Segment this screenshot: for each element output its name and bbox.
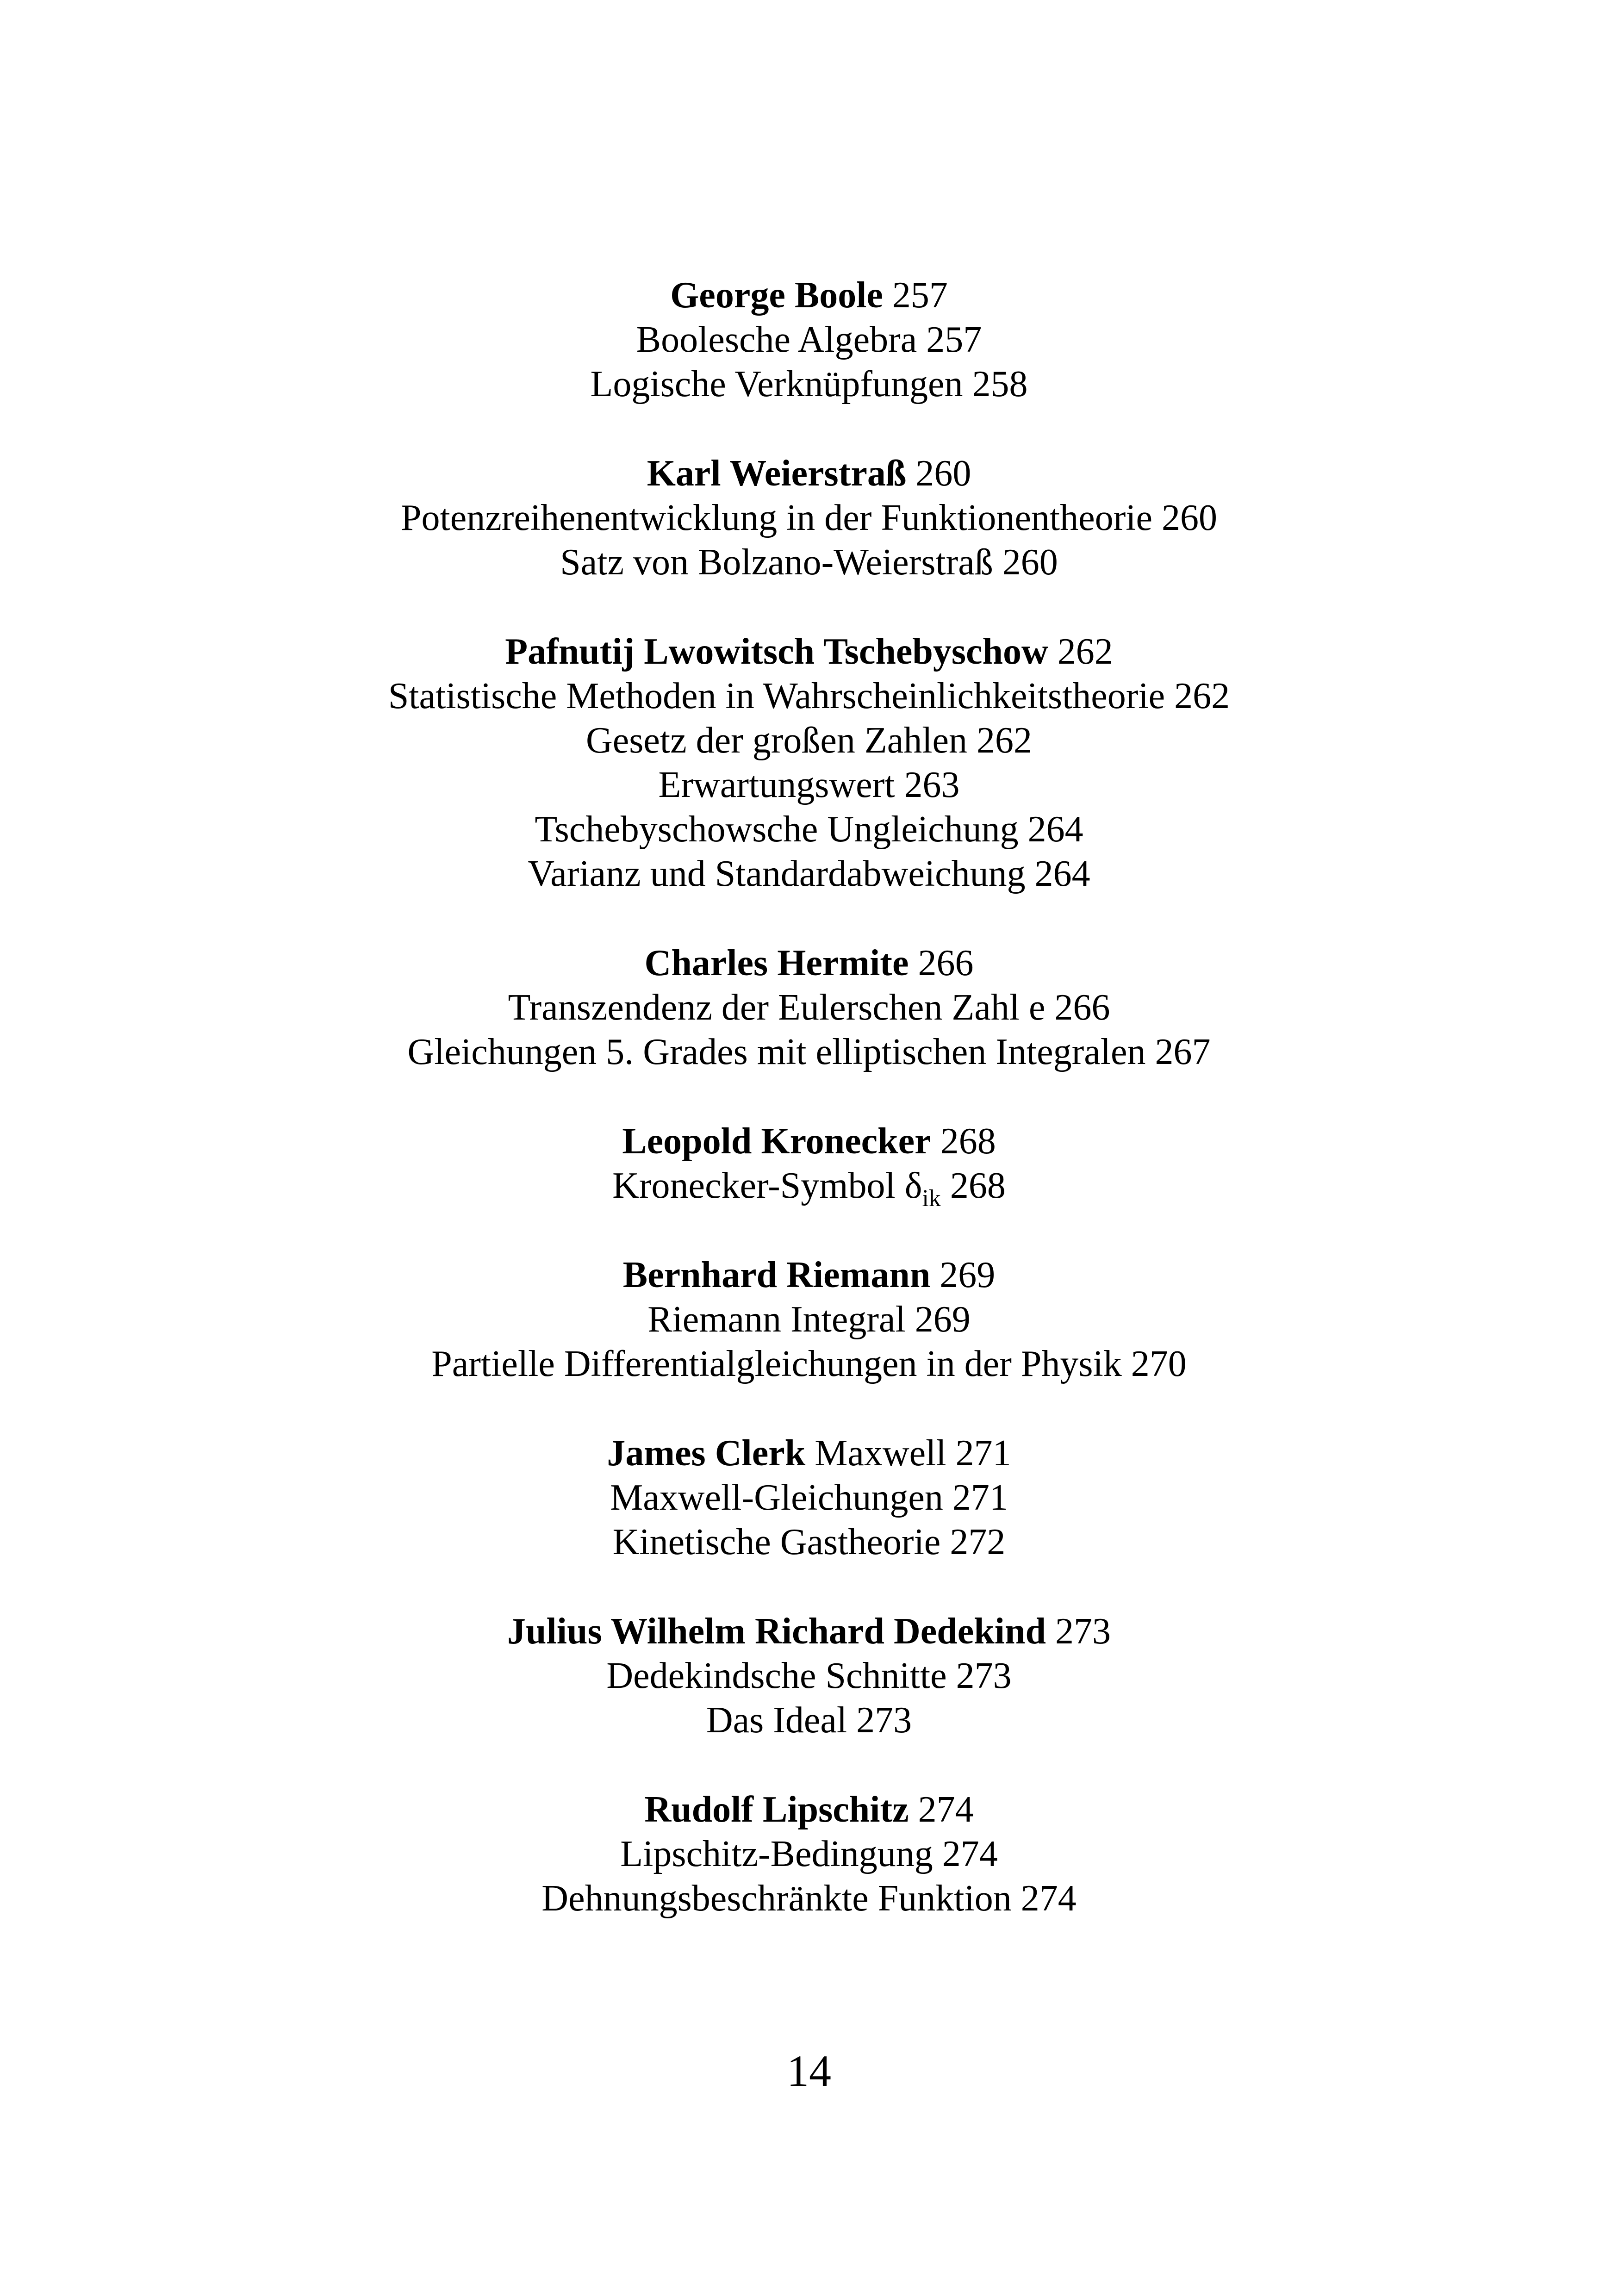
entry-subscript: ik [922,1185,941,1212]
page-ref: 273 [956,1655,1012,1696]
toc-entry [0,1698,1618,1742]
mathematician-name: Pafnutij Lwowitsch Tschebyschow [505,631,1048,672]
page-ref: 264 [1027,809,1083,850]
section-heading [0,629,1618,674]
entry-title: Statistische Methoden in Wahrscheinlichkeitstheorie [388,676,1165,716]
toc-entry [0,1164,1618,1212]
page-ref: 269 [940,1255,996,1295]
page-ref: 268 [940,1121,996,1162]
page-ref: 262 [1174,676,1230,716]
toc-entry [0,540,1618,585]
toc-section [0,941,1618,1074]
toc-entry [0,674,1618,718]
toc-section [0,1609,1618,1742]
section-heading [0,1119,1618,1164]
toc-section [0,1253,1618,1386]
toc-entry [0,1520,1618,1564]
toc-section [0,629,1618,896]
section-heading [0,1787,1618,1832]
section-heading [0,1609,1618,1654]
toc-section [0,1431,1618,1564]
toc-entry [0,362,1618,406]
page-ref: 262 [1057,631,1113,672]
page-ref: 262 [977,720,1033,761]
page-ref: 260 [1002,542,1058,583]
page-ref: 264 [1034,853,1090,894]
entry-title: Logische Verknüpfungen [590,364,963,404]
entry-title: Tschebyschowsche Ungleichung [535,809,1019,850]
page-ref: 274 [942,1834,998,1874]
mathematician-name: George Boole [670,275,883,316]
page-ref: 271 [952,1477,1008,1518]
page-ref: 273 [1055,1611,1111,1652]
entry-title: Dedekindsche Schnitte [606,1655,947,1696]
page-ref: 266 [1054,987,1110,1028]
mathematician-name: Rudolf Lipschitz [644,1789,909,1830]
page-ref: 257 [892,275,948,316]
page-number: 14 [787,2046,831,2096]
page-ref: 257 [926,319,982,360]
entry-title: Transzendenz der Eulerschen Zahl e [508,987,1045,1028]
toc-entry [0,1876,1618,1921]
toc-section [0,1119,1618,1212]
entry-title: Erwartungswert [658,765,895,805]
toc-entry [0,763,1618,807]
entry-title: Riemann Integral [647,1299,906,1340]
entry-title: Satz von Bolzano-Weierstraß [560,542,993,583]
section-heading [0,273,1618,317]
page-ref: 267 [1155,1032,1211,1072]
page-ref: 274 [918,1789,974,1830]
table-of-contents [0,273,1618,1966]
page-ref: 258 [972,364,1028,404]
page-ref: 260 [915,453,971,494]
page-ref: 260 [1162,498,1218,538]
entry-title: Maxwell-Gleichungen [610,1477,943,1518]
page-ref: 273 [856,1700,912,1741]
entry-title: Kronecker-Symbol δ [612,1165,922,1206]
toc-section [0,451,1618,585]
section-heading [0,1431,1618,1475]
mathematician-name: Julius Wilhelm Richard Dedekind [507,1611,1046,1652]
toc-section [0,1787,1618,1921]
entry-title: Kinetische Gastheorie [612,1522,941,1562]
page-ref: 272 [950,1522,1006,1562]
page-ref: 263 [904,765,960,805]
toc-section [0,273,1618,406]
entry-title: Gesetz der großen Zahlen [585,720,968,761]
page-ref: 266 [918,943,974,983]
toc-entry [0,807,1618,852]
entry-title: Potenzreihenentwicklung in der Funktionentheorie [400,498,1153,538]
toc-entry [0,1030,1618,1074]
page-ref: 269 [915,1299,971,1340]
mathematician-name: Charles Hermite [644,943,909,983]
section-heading [0,941,1618,985]
entry-title: Dehnungsbeschränkte Funktion [541,1878,1012,1919]
entry-title: Lipschitz-Bedingung [620,1834,933,1874]
page-ref: 274 [1021,1878,1077,1919]
mathematician-name: Bernhard Riemann [622,1255,931,1295]
entry-title: Das Ideal [706,1700,847,1741]
mathematician-name: Leopold Kronecker [622,1121,931,1162]
toc-entry [0,1832,1618,1876]
toc-entry [0,718,1618,763]
page-ref: 271 [955,1433,1011,1474]
page-ref: 270 [1131,1344,1187,1384]
entry-title: Gleichungen 5. Grades mit elliptischen Integralen [407,1032,1146,1072]
toc-entry [0,1475,1618,1520]
page-ref: 268 [950,1165,1006,1206]
toc-entry [0,317,1618,362]
mathematician-surname: Maxwell [815,1433,946,1474]
section-heading [0,1253,1618,1297]
entry-title: Partielle Differentialgleichungen in der Physik [431,1344,1122,1384]
toc-entry [0,985,1618,1030]
mathematician-name: Karl Weierstraß [647,453,907,494]
entry-title: Varianz und Standardabweichung [528,853,1026,894]
mathematician-name: James Clerk [607,1433,806,1474]
toc-entry [0,1342,1618,1386]
section-heading [0,451,1618,496]
toc-entry [0,1297,1618,1342]
toc-entry [0,852,1618,896]
toc-entry [0,1654,1618,1698]
entry-title: Boolesche Algebra [636,319,917,360]
toc-entry [0,496,1618,540]
